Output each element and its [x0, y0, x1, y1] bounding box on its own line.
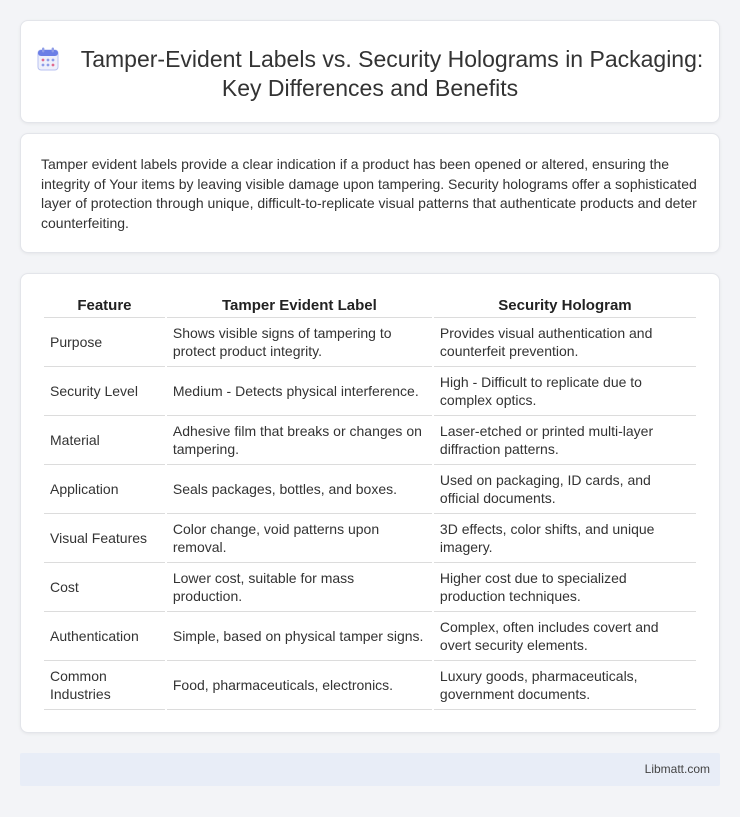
feature-cell: Cost — [44, 563, 165, 612]
table-row — [44, 465, 696, 514]
table-row — [44, 416, 696, 465]
hologram-cell: Higher cost due to specialized production techniques. — [434, 563, 696, 612]
table-row — [44, 563, 696, 612]
calendar-icon — [37, 47, 59, 71]
label-cell: Lower cost, suitable for mass production. — [167, 563, 432, 612]
table-row — [44, 661, 696, 710]
label-cell: Food, pharmaceuticals, electronics. — [167, 661, 432, 710]
footer-source-link[interactable]: Libmatt.com — [644, 762, 710, 776]
table-row — [44, 318, 696, 367]
feature-cell: Common Industries — [44, 661, 165, 710]
page-title-wrap — [21, 45, 719, 103]
header-card — [20, 20, 720, 123]
page-title: Tamper-Evident Labels vs. Security Holograms in Packaging: Key Differences and Benefits — [80, 46, 704, 101]
header-security-hologram: Security Hologram — [434, 296, 696, 318]
comparison-card — [20, 273, 720, 733]
table-row — [44, 612, 696, 661]
feature-cell: Authentication — [44, 612, 165, 661]
table-header-row — [44, 296, 696, 318]
label-cell: Seals packages, bottles, and boxes. — [167, 465, 432, 514]
hologram-cell: Provides visual authentication and counterfeit prevention. — [434, 318, 696, 367]
intro-paragraph: Tamper evident labels provide a clear indication if a product has been opened or altered, ensuring the integrity of Your items by leaving visible damage upon tampering. Security holograms offer a sophisticated layer of protection through unique, difficult-to-replicate visual patterns that authenticate products and deter counterfeiting. — [41, 156, 697, 231]
feature-cell: Application — [44, 465, 165, 514]
feature-cell: Material — [44, 416, 165, 465]
label-cell: Simple, based on physical tamper signs. — [167, 612, 432, 661]
hologram-cell: 3D effects, color shifts, and unique imagery. — [434, 514, 696, 563]
hologram-cell: Used on packaging, ID cards, and official documents. — [434, 465, 696, 514]
intro-card — [20, 133, 720, 253]
table-row — [44, 514, 696, 563]
hologram-cell: High - Difficult to replicate due to complex optics. — [434, 367, 696, 416]
label-cell: Medium - Detects physical interference. — [167, 367, 432, 416]
hologram-cell: Complex, often includes covert and overt security elements. — [434, 612, 696, 661]
label-cell: Shows visible signs of tampering to protect product integrity. — [167, 318, 432, 367]
feature-cell: Security Level — [44, 367, 165, 416]
header-tamper-evident-label: Tamper Evident Label — [167, 296, 432, 318]
label-cell: Adhesive film that breaks or changes on tampering. — [167, 416, 432, 465]
table-row — [44, 367, 696, 416]
comparison-table — [42, 296, 698, 710]
feature-cell: Visual Features — [44, 514, 165, 563]
feature-cell: Purpose — [44, 318, 165, 367]
label-cell: Color change, void patterns upon removal. — [167, 514, 432, 563]
hologram-cell: Laser-etched or printed multi-layer diffraction patterns. — [434, 416, 696, 465]
hologram-cell: Luxury goods, pharmaceuticals, government documents. — [434, 661, 696, 710]
footer-bar — [20, 753, 720, 786]
header-feature: Feature — [44, 296, 165, 318]
